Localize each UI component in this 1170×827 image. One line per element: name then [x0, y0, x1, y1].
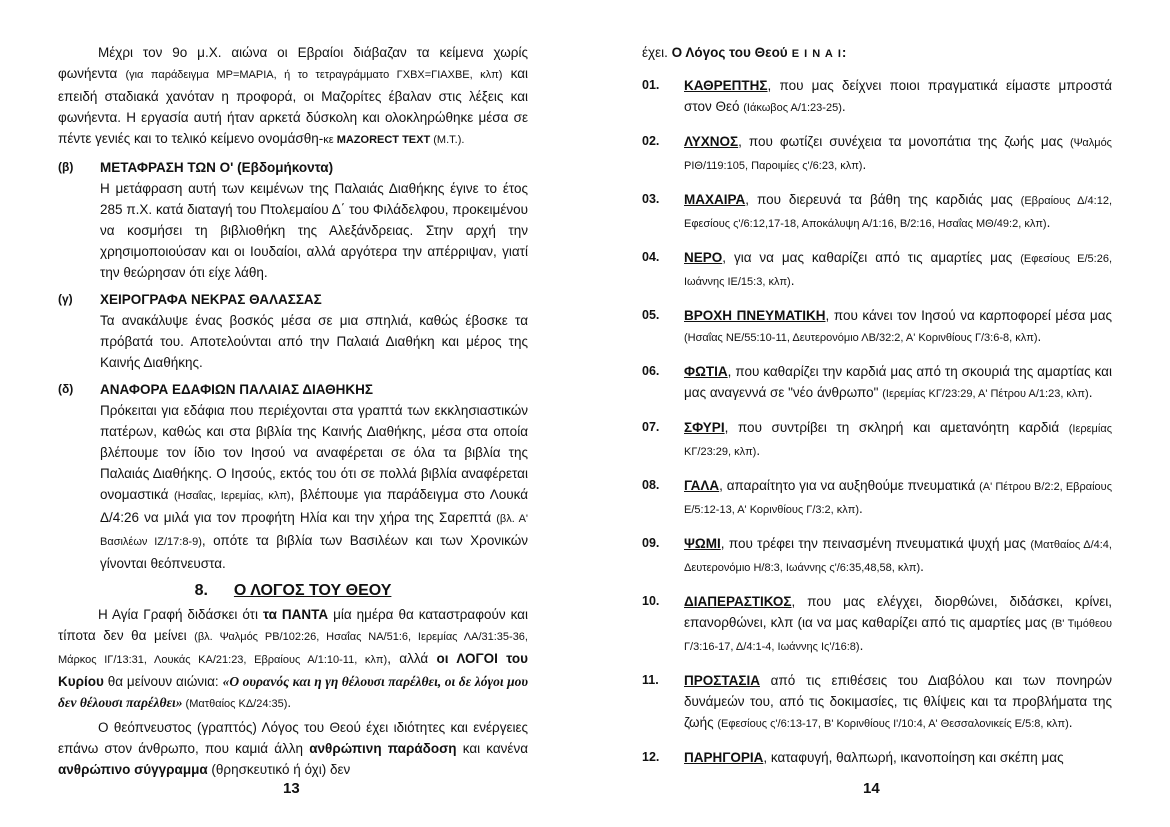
item-desc: , που κάνει τον Ιησού να καρποφορεί μέσα μας	[825, 308, 1113, 323]
mazorect-text: MAZORECT TEXT	[333, 134, 431, 146]
item-end: .	[859, 638, 864, 653]
section-d	[58, 379, 528, 574]
page-number-right: 14	[863, 780, 880, 797]
section-label: (γ)	[58, 292, 73, 306]
intro-example: (για παράδειγμα ΜΡ=ΜΑΡΙΑ, ή το τετραγράμματο ΓΧΒΧ=ΓΙΑΧΒΕ, κλπ)	[125, 69, 503, 81]
body-ref: (βλ. Ψαλμός ΡΒ/102:26, Ησαΐας ΝΑ/51:6, Ιερεμίας ΛΑ/31:35-36, Μάρκος ΙΓ/13:31, Λουκάς ΚΑ/21:23, Εβραίους Α/1:10-11, κλπ)	[58, 631, 528, 666]
section-b	[58, 157, 528, 283]
item-ref: (Εφεσίους Ε/5:26, Ιωάννης ΙΕ/15:3, κλπ)	[684, 253, 1112, 288]
body-ref: (βλ. Α' Βασιλέων ΙΖ/17:8-9)	[100, 513, 529, 548]
item-term: ΣΦΥΡΙ	[684, 420, 725, 435]
chapter-paragraph-2	[58, 717, 528, 780]
item-end: .	[790, 273, 795, 288]
section-heading	[58, 157, 528, 178]
item-desc: , απαραίτητο για να αυξηθούμε πνευματικά	[719, 478, 980, 493]
item-ref: (Β' Τιμόθεου Γ/3:16-17, Δ/4:1-4, Ιωάννης Ις'/16:8)	[684, 618, 1112, 653]
item-text	[684, 189, 1112, 235]
section-title: ΑΝΑΦΟΡΑ ΕΔΑΦΙΩΝ ΠΑΛΑΙΑΣ ΔΙΑΘΗΚΗΣ	[100, 382, 374, 397]
body-text: θα μείνουν αιώνια:	[103, 674, 223, 689]
body-bold: ανθρώπινο σύγγραμμα	[58, 762, 208, 777]
chapter-heading	[58, 580, 528, 602]
item-desc: , που συντρίβει τη σκληρή και αμετανόητη καρδιά	[724, 420, 1069, 435]
body-ref: (Ματθαίος ΚΔ/24:35)	[182, 698, 288, 710]
item-end: .	[1037, 329, 1042, 344]
item-text	[684, 533, 1112, 579]
section-c	[58, 289, 528, 373]
item-term: ΦΩΤΙΑ	[684, 364, 728, 379]
list-item	[642, 131, 1112, 177]
section-label: (δ)	[58, 382, 74, 396]
list-item	[642, 305, 1112, 349]
body-bold: τα ΠΑΝΤΑ	[262, 607, 329, 622]
item-term: ΠΡΟΣΤΑΣΙΑ	[684, 673, 760, 688]
intro-text: Μέχρι τον 9ο μ.Χ. αιώνα οι Εβραίοι διάβαζαν τα κείμενα χωρίς φωνήεντα	[58, 45, 528, 81]
attribute-list	[642, 75, 1112, 770]
chapter-number: 8.	[194, 582, 208, 599]
item-desc: , που μας ελέγχει, διορθώνει, διδάσκει, κρίνει, επανορθώνει, κλπ (ια να μας καθαρίζει από τις αμαρτίες μας	[684, 594, 1112, 630]
item-term: ΛΥΧΝΟΣ	[684, 134, 739, 149]
item-end: .	[1046, 215, 1051, 230]
item-desc: , για να μας καθαρίζει από τις αμαρτίες μας	[722, 250, 1021, 265]
body-text: , βλέπουμε για παράδειγμα στο Λουκά Δ/4:26 να μιλά για τον προφήτη Ηλία και την χήρα της Σαρεπτά	[100, 487, 529, 525]
lead-spaced: Ε Ι Ν Α Ι	[787, 48, 842, 60]
section-heading	[58, 289, 528, 310]
item-text	[684, 247, 1112, 293]
body-bold: οι ΛΟΓΟΙ του Κυρίου	[58, 651, 528, 689]
item-number: 06.	[642, 364, 660, 378]
item-ref: (Εβραίους Δ/4:12, Εφεσίους ς'/6:12,17-18, Αποκάλυψη Α/1:16, Β/2:16, Ησαΐας ΜΘ/49:2, κλπ)	[684, 195, 1112, 230]
item-number: 01.	[642, 78, 660, 92]
item-text	[684, 131, 1112, 177]
item-number: 07.	[642, 420, 660, 434]
item-term: ΚΑΘΡΕΠΤΗΣ	[684, 78, 768, 93]
item-number: 12.	[642, 750, 660, 764]
list-item	[642, 417, 1112, 463]
body-text: .	[287, 695, 292, 710]
item-number: 10.	[642, 594, 660, 608]
body-text: , αλλά	[387, 651, 437, 666]
item-end: .	[841, 99, 846, 114]
section-body: Η μετάφραση αυτή των κειμένων της Παλαιάς Διαθήκης έγινε το έτος 285 π.Χ. κατά διαταγή του Πτολεμαίου Δ΄ του Φιλάδελφου, προκειμένου να κοσμήσει τη βιβλιοθήκη της Αλεξάνδρειας. Στην αρχή την χρησιμοποιούσαν και οι Ιουδαίοι, αλλά αργότερα την απέρριψαν, γιατί την θεώρησαν ότι είχε λάθη.	[100, 181, 528, 280]
section-label: (β)	[58, 160, 74, 174]
item-number: 09.	[642, 536, 660, 550]
list-item	[642, 75, 1112, 119]
section-title: ΜΕΤΑΦΡΑΣΗ ΤΩΝ Ο' (Εβδομήκοντα)	[100, 160, 334, 175]
list-item	[642, 533, 1112, 579]
list-item	[642, 747, 1112, 770]
section-title: ΧΕΙΡΟΓΡΑΦΑ ΝΕΚΡΑΣ ΘΑΛΑΣΣΑΣ	[100, 292, 322, 307]
item-number: 05.	[642, 308, 660, 322]
item-desc: , καταφυγή, θαλπωρή, ικανοποίηση και σκέπη μας	[763, 750, 1064, 765]
item-desc: , που διερευνά τα βάθη της καρδιάς μας	[745, 192, 1021, 207]
intro-text-2: και επειδή σταδιακά χανόταν η προφορά, οι Μαζορίτες έβαλαν στις λέξεις και φωνήεντα. Η εργασία αυτή ήταν αρκετά δύσκολη και ολοκληρώθηκε μέσα σε πέντε γενιές και το τελικό κείμενο ονομάσθη-	[58, 66, 529, 146]
item-number: 02.	[642, 134, 660, 148]
section-body	[100, 400, 528, 574]
body-text: , οπότε τα βιβλία των Βασιλέων και των Χρονικών γίνονται θεόπνευστα.	[100, 533, 528, 571]
intro-hyphen-end: κε	[323, 134, 334, 146]
item-text	[684, 591, 1112, 658]
item-text	[684, 305, 1112, 349]
item-number: 03.	[642, 192, 660, 206]
body-text: και κανένα	[456, 741, 528, 756]
item-ref: (Ιερεμίας ΚΓ/23:29, κλπ)	[684, 423, 1112, 458]
item-end: .	[1088, 385, 1093, 400]
right-page	[642, 42, 1112, 782]
item-desc: , που τρέφει την πεινασμένη πνευματικά ψυχή μας	[720, 536, 1031, 551]
item-desc: από τις επιθέσεις του Διαβόλου και των πονηρών δυνάμεών του, από τις δοκιμασίες, τις θλίψεις και τα προβλήματα της ζωής	[684, 673, 1112, 730]
item-term: ΓΑΛΑ	[684, 478, 720, 493]
list-item	[642, 591, 1112, 658]
item-ref: (Ιάκωβος Α/1:23-25)	[743, 102, 842, 114]
list-item	[642, 361, 1112, 405]
item-end: .	[859, 501, 863, 516]
item-text	[684, 75, 1112, 119]
item-number: 11.	[642, 673, 659, 687]
intro-paragraph	[58, 42, 528, 151]
item-end: .	[756, 443, 761, 458]
list-item	[642, 670, 1112, 735]
item-end: .	[1068, 715, 1073, 730]
list-item	[642, 247, 1112, 293]
item-term: ΒΡΟΧΗ ΠΝΕΥΜΑΤΙΚΗ	[684, 308, 826, 323]
item-desc: , που καθαρίζει την καρδιά μας από τη σκουριά της αμαρτίας και μας αναγεννά σε "νέο άνθρωπο"	[684, 364, 1112, 400]
body-bold: ανθρώπινη παράδοση	[309, 741, 457, 756]
chapter-paragraph-1	[58, 604, 528, 715]
item-ref: (Ματθαίος Δ/4:4, Δευτερονόμιο Η/8:3, Ιωάννης ς'/6:35,48,58, κλπ)	[684, 539, 1112, 574]
item-end: .	[862, 157, 867, 172]
item-term: ΔΙΑΠΕΡΑΣΤΙΚΟΣ	[684, 594, 792, 609]
section-heading	[58, 379, 528, 400]
body-text: (θρησκευτικό ή όχι) δεν	[207, 762, 351, 777]
item-text	[684, 670, 1112, 735]
item-ref: (Ψαλμός ΡΙΘ/119:105, Παροιμίες ς'/6:23, κλπ)	[684, 137, 1112, 172]
page-number-left: 13	[283, 780, 300, 797]
item-text	[684, 475, 1112, 521]
item-desc: , που φωτίζει συνέχεια τα μονοπάτια της ζωής μας	[738, 134, 1070, 149]
body-text: Ο θεόπνευστος (γραπτός) Λόγος του Θεού έχει ιδιότητες και ενέργειες επάνω στον άνθρωπο, που καμιά άλλη	[58, 720, 528, 756]
item-desc: , που μας δείχνει ποιοι πραγματικά είμαστε μπροστά στον Θεό	[684, 78, 1112, 114]
list-item	[642, 475, 1112, 521]
intro-abbrev: (Μ.Τ.).	[430, 134, 465, 146]
item-number: 08.	[642, 478, 660, 492]
item-text	[684, 747, 1112, 770]
item-number: 04.	[642, 250, 660, 264]
item-ref: (Ιερεμίας ΚΓ/23:29, Α' Πέτρου Α/1:23, κλπ)	[882, 388, 1089, 400]
lead-line	[642, 42, 1112, 65]
item-end: .	[920, 559, 924, 574]
item-term: ΜΑΧΑΙΡΑ	[684, 192, 746, 207]
item-text	[684, 417, 1112, 463]
body-text: Η Αγία Γραφή διδάσκει ότι	[98, 607, 263, 622]
item-ref: (Εφεσίους ς'/6:13-17, Β' Κορινθίους Ι'/10:4, Α' Θεσσαλονικείς Ε/5:8, κλπ)	[717, 718, 1069, 730]
item-ref: (Α' Πέτρου Β/2:2, Εβραίους Ε/5:12-13, Α' Κορινθίους Γ/3:2, κλπ)	[684, 481, 1112, 516]
chapter-title: Ο ΛΟΓΟΣ ΤΟΥ ΘΕΟΥ	[233, 582, 392, 599]
body-ref: (Ησαΐας, Ιερεμίας, κλπ)	[174, 490, 291, 502]
body-text: Πρόκειται για εδάφια που περιέχονται στα γραπτά των εκκλησιαστικών πατέρων, καθώς και στα βιβλία της Καινής Διαθήκης, μέσα στα οποία βλέπουμε τον ίδιο τον Ιησού να αναφέρεται σε όλα τα βιβλία της Παλαιάς Διαθήκης. Ο Ιησούς, εκτός του ότι σε πολλά βιβλία αναφέρεται ονομαστικά	[100, 403, 528, 502]
list-item	[642, 189, 1112, 235]
lead-bold: Ο Λόγος του Θεού	[671, 45, 788, 60]
lead-text: έχει.	[642, 45, 672, 60]
scripture-quote: «Ο ουρανός και η γη θέλουσι παρέλθει, οι δε λόγοι μου δεν θέλουσι παρέλθει»	[58, 674, 528, 710]
lead-end: :	[841, 45, 847, 60]
section-body: Τα ανακάλυψε ένας βοσκός μέσα σε μια σπηλιά, καθώς έβοσκε τα πρόβατά του. Αποτελούνται από την Παλαιά Διαθήκη και μέρος της Καινής Διαθήκης.	[100, 313, 528, 370]
item-term: ΝΕΡΟ	[684, 250, 723, 265]
item-term: ΠΑΡΗΓΟΡΙΑ	[684, 750, 764, 765]
item-text	[684, 361, 1112, 405]
left-page	[58, 42, 528, 782]
item-term: ΨΩΜΙ	[684, 536, 721, 551]
body-text: μία ημέρα θα καταστραφούν και τίποτα δεν θα μείνει	[58, 607, 528, 643]
item-ref: (Ησαΐας ΝΕ/55:10-11, Δευτερονόμιο ΛΒ/32:2, Α' Κορινθίους Γ/3:6-8, κλπ)	[684, 332, 1038, 344]
